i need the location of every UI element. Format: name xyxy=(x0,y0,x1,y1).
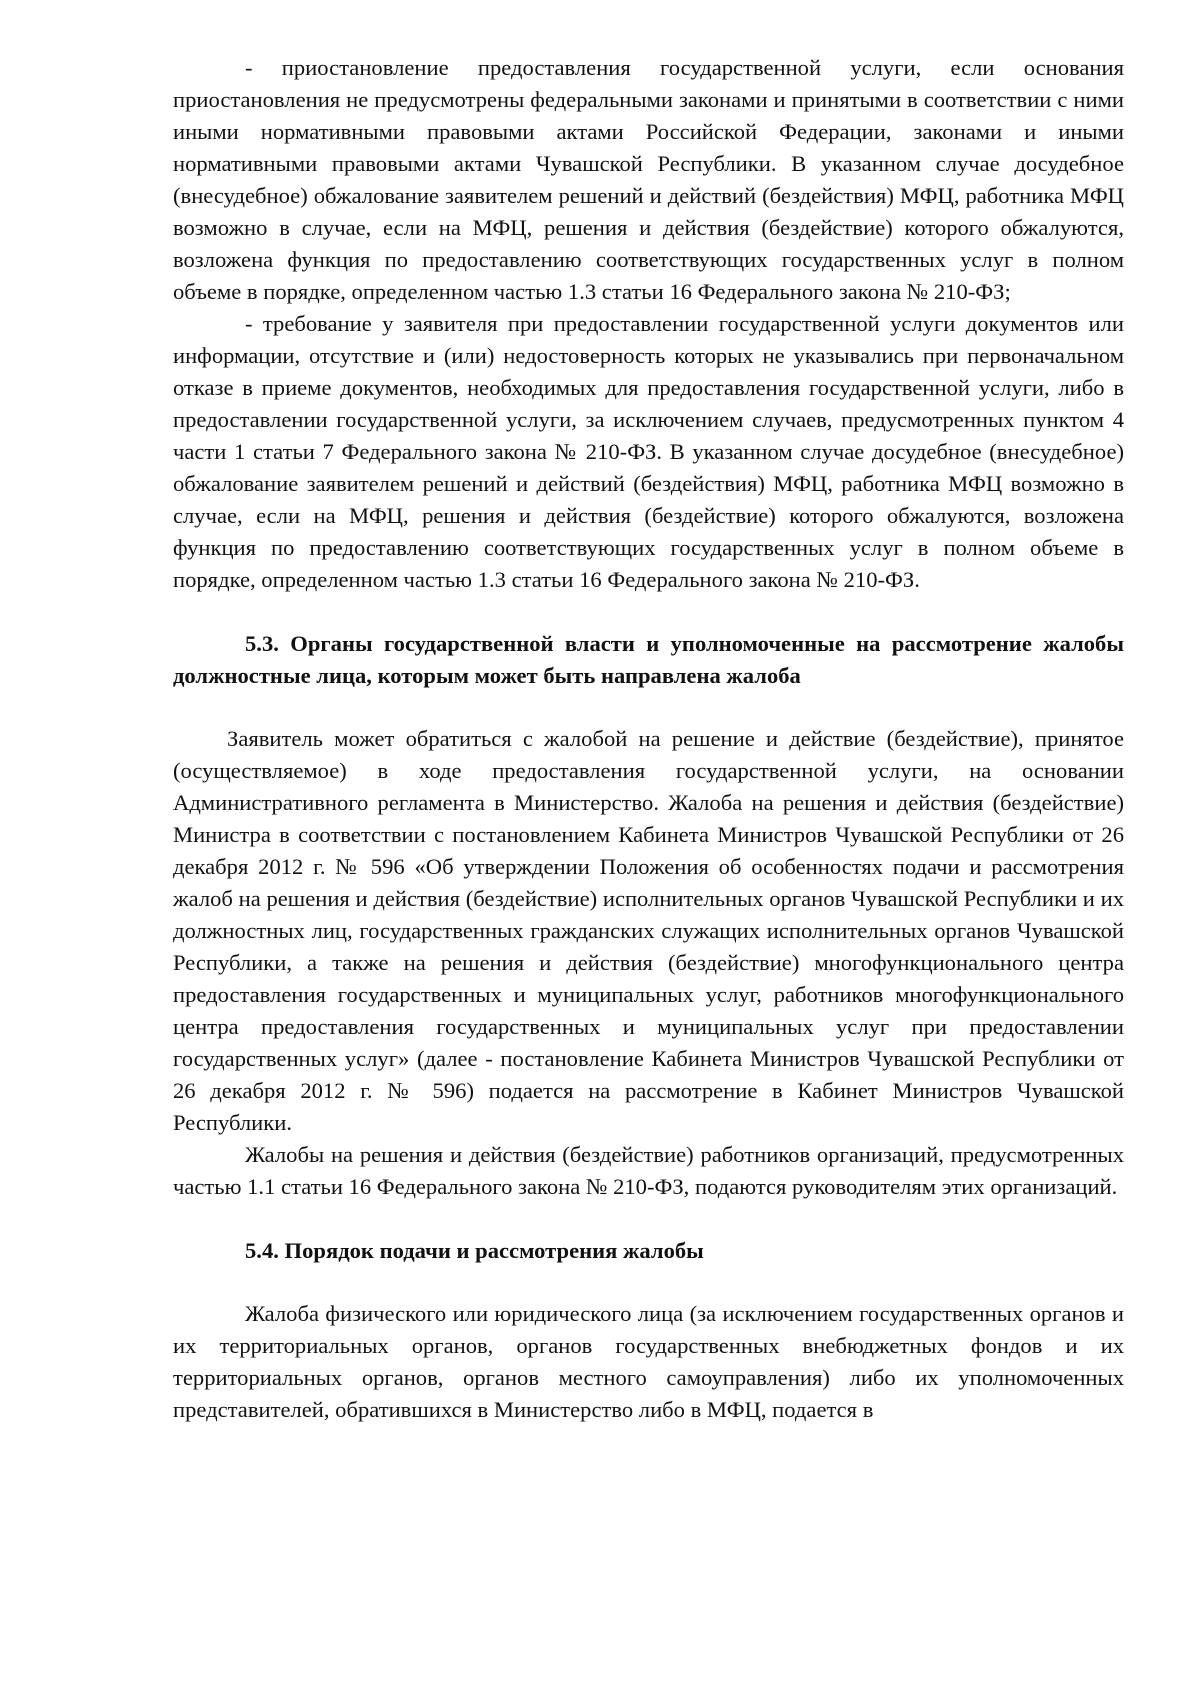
section-5-3-paragraph-2: Жалобы на решения и действия (бездействие) работников организаций, предусмотренных частью 1.1 статьи 16 Федерального закона № 210-ФЗ, подаются руководителям этих организаций. xyxy=(173,1142,1124,1199)
section-5-4-heading: 5.4. Порядок подачи и рассмотрения жалобы xyxy=(245,1238,704,1263)
document-page xyxy=(173,52,1124,1426)
spacer xyxy=(173,1267,1124,1298)
paragraph-requirement: - требование у заявителя при предоставлении государственной услуги документов или информации, отсутствие и (или) недостоверность которых не указывались при первоначальном отказе в приеме документов, необходимых для предоставления государственной услуги, либо в предоставлении государственной услуги, за исключением случаев, предусмотренных пунктом 4 части 1 статьи 7 Федерального закона № 210-ФЗ. В указанном случае досудебное (внесудебное) обжалование заявителем решений и действий (бездействия) МФЦ, работника МФЦ возможно в случае, если на МФЦ, решения и действия (бездействие) которого обжалуются, возложена функция по предоставлению соответствующих государственных услуг в полном объеме в порядке, определенном частью 1.3 статьи 16 Федерального закона № 210-ФЗ. xyxy=(173,311,1124,592)
section-5-4-paragraph-1: Жалоба физического или юридического лица (за исключением государственных органов и их территориальных органов, органов государственных внебюджетных фондов и их территориальных органов, органов местного самоуправления) либо их уполномоченных представителей, обратившихся в Министерство либо в МФЦ, подается в xyxy=(173,1301,1124,1422)
spacer xyxy=(173,596,1124,628)
section-5-3-paragraph-1: Заявитель может обратиться с жалобой на решение и действие (бездействие), принятое (осуществляемое) в ходе предоставления государственной услуги, на основании Административного регламента в Министерство. Жалоба на решения и действия (бездействие) Министра в соответствии с постановлением Кабинета Министров Чувашской Республики от 26 декабря 2012 г. № 596 «Об утверждении Положения об особенностях подачи и рассмотрения жалоб на решения и действия (бездействие) исполнительных органов Чувашской Республики и их должностных лиц, государственных гражданских служащих исполнительных органов Чувашской Республики, а также на решения и действия (бездействие) многофункционального центра предоставления государственных и муниципальных услуг, работников многофункционального центра предоставления государственных и муниципальных услуг при предоставлении государственных услуг» (далее - постановление Кабинета Министров Чувашской Республики от 26 декабря 2012 г. № 596) подается на рассмотрение в Кабинет Министров Чувашской Республики. xyxy=(173,726,1124,1135)
spacer xyxy=(173,1203,1124,1235)
section-5-3-heading: 5.3. Органы государственной власти и уполномоченные на рассмотрение жалобы должностные лица, которым может быть направлена жалоба xyxy=(173,631,1124,688)
paragraph-suspension: - приостановление предоставления государственной услуги, если основания приостановления не предусмотрены федеральными законами и принятыми в соответствии с ними иными нормативными правовыми актами Российской Федерации, законами и иными нормативными правовыми актами Чувашской Республики. В указанном случае досудебное (внесудебное) обжалование заявителем решений и действий (бездействия) МФЦ, работника МФЦ возможно в случае, если на МФЦ, решения и действия (бездействие) которого обжалуются, возложена функция по предоставлению соответствующих государственных услуг в полном объеме в порядке, определенном частью 1.3 статьи 16 Федерального закона № 210-ФЗ; xyxy=(173,55,1124,304)
spacer xyxy=(173,692,1124,723)
